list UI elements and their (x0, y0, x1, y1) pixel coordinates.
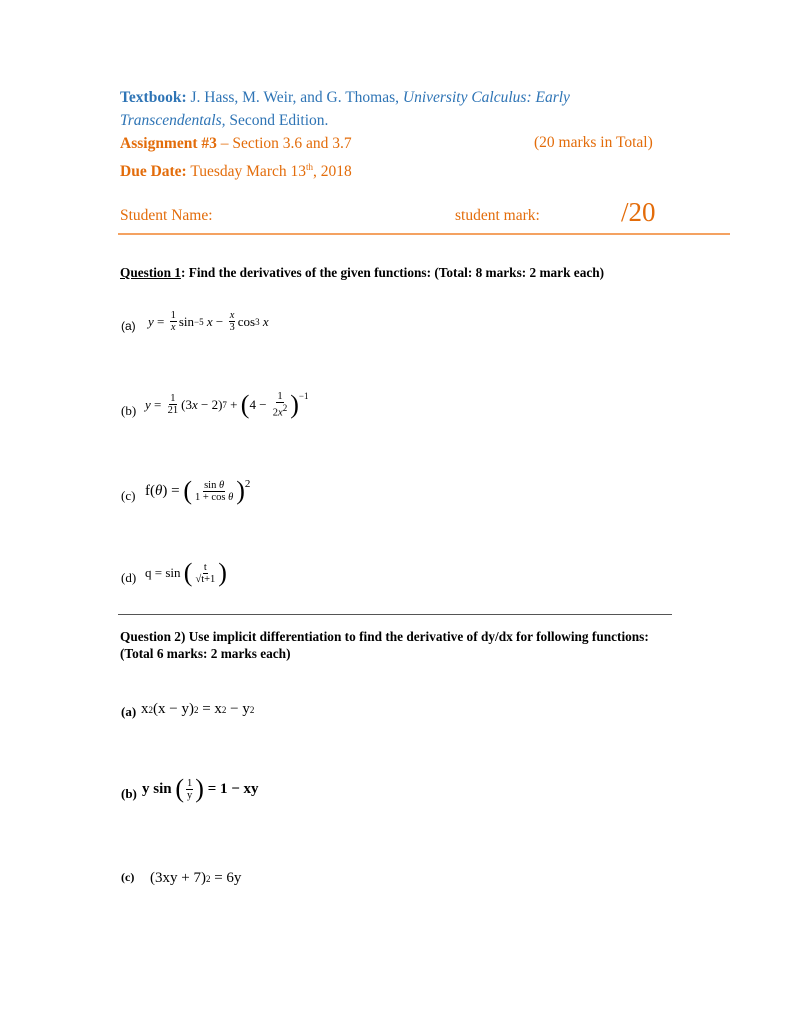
student-mark-label: student mark: (455, 207, 540, 224)
q1-part-b-label: (b) (121, 403, 137, 418)
q2-part-c-equation: (3xy + 7) 2 = 6y (150, 870, 242, 886)
orange-divider (118, 233, 730, 235)
student-name-label: Student Name: (120, 207, 213, 224)
textbook-authors: J. Hass, M. Weir, and G. Thomas, (186, 89, 403, 106)
q2-part-b-equation: y sin ( $\frac{1}{y}$ ) = 1 − xy (142, 774, 259, 803)
q2-part-b-label: (b) (121, 786, 137, 801)
textbook-title-part2: Transcendentals, (120, 112, 226, 129)
q2-part-a-label: (a) (121, 704, 137, 719)
due-label: Due Date: (120, 163, 187, 181)
section-divider (118, 614, 672, 615)
mark-total: /20 (621, 197, 656, 227)
q1-part-a-label: (a) (121, 319, 136, 333)
question1-number: Question 1 (120, 265, 181, 280)
due-date-line (120, 157, 352, 182)
textbook-line-2 (120, 111, 328, 131)
textbook-edition: Second Edition. (225, 112, 329, 129)
q1-part-c-label: (c) (121, 488, 136, 503)
q1-part-b-equation: y = $\frac{1}{21}$ (3 x − 2) 7 + ( 4 − $\frac{1}{2x^2}$ ) $^{-1}$ (145, 389, 309, 419)
q1-part-c-equation: f( θ ) = ( $\frac{\text{sin θ}}{\text{1 + cos θ}}$ ) $^2$ (145, 476, 251, 505)
textbook-line (120, 88, 570, 108)
q1-part-a-equation: y = $\frac{1}{x}$ sin −5 x − $\frac{x}{3}$ cos 3 x (148, 310, 269, 333)
marks-total: (20 marks in Total) (534, 134, 653, 151)
assignment-sections: – Section 3.6 and 3.7 (216, 135, 352, 152)
q1-part-d-equation: q = sin ( $\frac{t}{√t+1}$ ) (145, 558, 227, 587)
due-year: , 2018 (313, 163, 352, 181)
question1-text: : Find the derivatives of the given functions: (Total: 8 marks: 2 mark each) (180, 265, 605, 280)
q2-part-c-label: (c) (121, 870, 135, 884)
textbook-title-part1: University Calculus: Early (402, 89, 570, 106)
due-date: Tuesday March 13 (186, 163, 306, 181)
question2-heading: Question 2) Use implicit differentiation to find the derivative of dy/dx for following functions: (Total 6 marks: 2 marks each) (120, 629, 649, 661)
assignment-line (120, 134, 352, 154)
due-suffix: th (305, 162, 313, 172)
assignment-label: Assignment #3 (120, 135, 217, 152)
question1-heading (120, 264, 604, 281)
q1-part-d-label: (d) (121, 570, 137, 585)
textbook-label: Textbook: (120, 89, 187, 106)
q2-part-a-equation: x 2 (x − y) 2 = x 2 − y 2 (141, 701, 255, 717)
